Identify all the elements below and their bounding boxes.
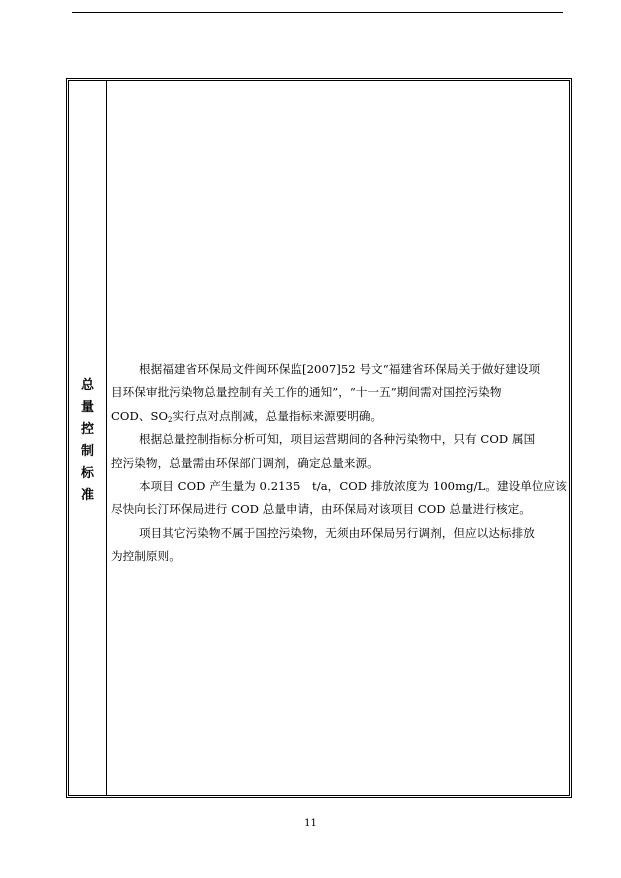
paragraph-3-line: 本项目 COD 产生量为 0.2135 t/a，COD 排放浓度为 100mg/L。建设单位应该 <box>139 479 567 494</box>
paragraph-4-line: 为控制原则。 <box>111 549 181 564</box>
section-content-cell <box>107 81 569 795</box>
section-label-char: 量 <box>80 400 94 415</box>
page-number: 11 <box>304 818 317 829</box>
paragraph-1-line: 目环保审批污染物总量控制有关工作的通知”，“十一五”期间需对国控污染物 <box>111 385 502 400</box>
paragraph-3-line: 尽快向长汀环保局进行 COD 总量申请，由环保局对该项目 COD 总量进行核定。 <box>111 502 531 517</box>
paragraph-1-line: 根据福建省环保局文件闽环保监[2007]52 号文“福建省环保局关于做好建设项 <box>139 362 541 376</box>
section-label-char: 总 <box>80 378 94 393</box>
paragraph-4-line: 项目其它污染物不属于国控污染物，无须由环保局另行调剂，但应以达标排放 <box>139 525 535 540</box>
content-table <box>68 80 570 796</box>
header-rule <box>72 12 563 13</box>
paragraph-1-line <box>111 405 563 428</box>
section-label-char: 标 <box>80 466 94 481</box>
section-label-char: 准 <box>80 488 94 503</box>
paragraph-2-line: 控污染物，总量需由环保部门调剂，确定总量来源。 <box>111 455 379 470</box>
section-label-char: 控 <box>80 422 94 437</box>
pollutant-text: COD、SO <box>111 408 169 423</box>
paragraph-2-line: 根据总量控制指标分析可知，项目运营期间的各种污染物中，只有 COD 属国 <box>139 432 536 447</box>
paragraph-text: 实行点对点削减，总量指标来源要明确。 <box>172 408 383 423</box>
section-label-cell <box>69 81 107 795</box>
section-label-char: 制 <box>80 444 94 459</box>
subscript: 2 <box>168 415 173 424</box>
body-text <box>111 358 567 569</box>
